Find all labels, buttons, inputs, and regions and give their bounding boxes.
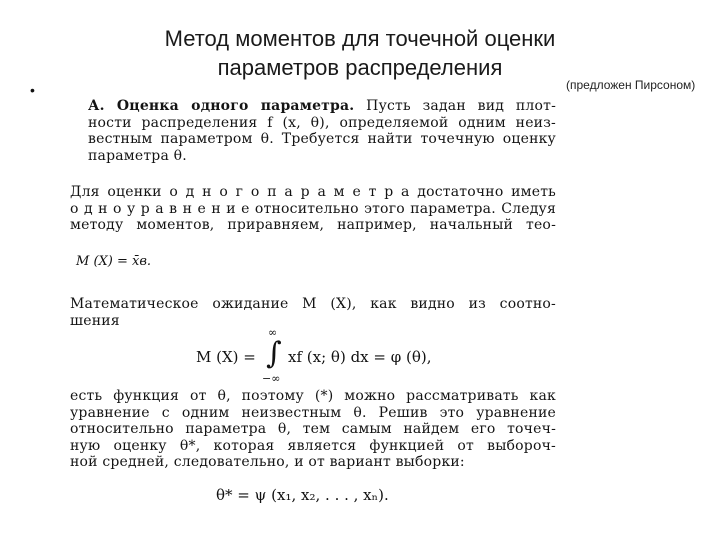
slide-title [60, 24, 660, 82]
paragraph-one-parameter [88, 98, 556, 164]
paragraph-function [70, 388, 556, 471]
integral-sign: ∫ [266, 336, 282, 371]
integral-lower-limit: −∞ [262, 372, 281, 385]
text-line: методу моментов, приравняем, например, начальный тео- [70, 217, 556, 233]
paragraph-equation [70, 184, 556, 234]
text-line: шения [70, 312, 120, 329]
text-line: Для оценки о д н о г о п а р а м е т р а достаточно иметь [70, 184, 556, 200]
bullet-marker: • [30, 82, 35, 98]
text-line: параметра θ. [88, 147, 187, 164]
text-line [88, 98, 556, 115]
estimate-formula: θ* = ψ (x₁, x₂, . . . , xₙ). [216, 486, 389, 504]
text-line: уравнение с одним неизвестным θ. Решив это уравнение [70, 404, 556, 421]
text-line: ную оценку θ*, которая является функцией от выбороч- [70, 437, 556, 454]
text-line: ности распределения f (x, θ), определяемой одним неиз- [88, 114, 556, 131]
integral-rhs: xf (x; θ) dx = φ (θ), [288, 348, 432, 366]
text-line: вестным параметром θ. Требуется найти точечную оценку [88, 131, 556, 147]
paragraph-expectation [70, 296, 556, 329]
section-heading: А. Оценка одного параметра. [88, 98, 355, 114]
text-line: Математическое ожидание M (X), как видно из соотно- [70, 296, 556, 312]
integral-upper-limit: ∞ [268, 326, 278, 339]
text-fragment: Пусть задан вид плот- [354, 98, 556, 114]
integral-lhs: M (X) = [196, 348, 256, 366]
title-line-2: параметров распределения [217, 55, 503, 80]
integral-formula [196, 326, 456, 385]
pearson-note: (предложен Пирсоном) [566, 78, 696, 92]
title-line-1: Метод моментов для точечной оценки [164, 26, 556, 51]
text-line: ной средней, следовательно, и от вариант выборки: [70, 454, 465, 470]
moment-equation: M (X) = x̄в. [76, 254, 152, 269]
text-line: относительно параметра θ, тем самым найдем его точеч- [70, 421, 556, 437]
text-line: о д н о у р а в н е н и е относительно этого параметра. Следуя [70, 200, 556, 217]
text-line: есть функция от θ, поэтому (*) можно рассматривать как [70, 388, 556, 404]
